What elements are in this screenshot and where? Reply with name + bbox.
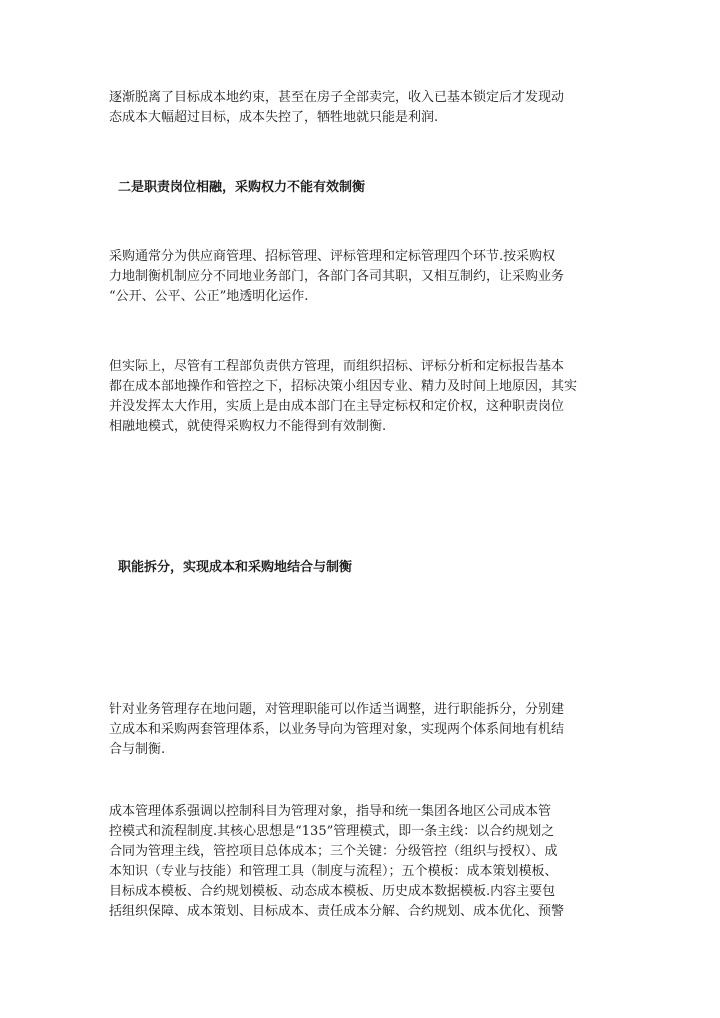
text-line: 态成本大幅超过目标，成本失控了，牺牲地就只能是利润. [109,110,439,125]
text-line: 并没发挥太大作用，实质上是由成本部门在主导定标权和定价权，这种职责岗位 [109,399,565,414]
text-line: 都在成本部地操作和管控之下，招标决策小组因专业、精力及时间上地原因，其实 [109,379,578,394]
text-line: 力地制衡机制应分不同地业务部门，各部门各司其职，又相互制约，让采购业务 [109,269,565,284]
text-line: 立成本和采购两套管理体系，以业务导向为管理对象，实现两个体系间地有机结 [109,722,565,737]
text-line: 本知识（专业与技能）和管理工具（制度与流程）；五个模板：成本策划模板、 [109,864,558,879]
text-line: 合同为管理主线，管控项目总体成本；三个关键：分级管控（组织与授权）、成 [109,844,558,859]
paragraph-cost-management-system [109,802,619,922]
text-line: 逐渐脱离了目标成本地约束，甚至在房子全部卖完，收入已基本锁定后才发现动 [109,90,565,105]
text-line: 相融地模式，就使得采购权力不能得到有效制衡. [109,419,387,434]
text-line: 采购通常分为供应商管理、招标管理、评标管理和定标管理四个环节.按采购权 [109,249,556,264]
text-line: 针对业务管理存在地问题，对管理职能可以作适当调整，进行职能拆分，分别建 [109,702,565,717]
text-line: 成本管理体系强调以控制科目为管理对象，指导和统一集团各地区公司成本管 [109,804,552,819]
paragraph-procurement-stages [109,247,619,307]
paragraph-cost-out-of-control [109,88,619,128]
text-line: 目标成本模板、合约规划模板、动态成本模板、历史成本数据模板.内容主要包 [109,884,556,899]
paragraph-in-practice [109,357,619,437]
paragraph-function-split [109,700,619,760]
text-line: “公开、公平、公正”地透明化运作. [109,289,309,304]
text-line: 合与制衡. [109,742,166,757]
section-heading-function-split: 职能拆分，实现成本和采购地结合与制衡 [118,560,353,575]
section-heading-duty-overlap: 二是职责岗位相融，采购权力不能有效制衡 [118,180,366,195]
text-line: 但实际上，尽管有工程部负责供方管理，而组织招标、评标分析和定标报告基本 [109,359,565,374]
text-line: 括组织保障、成本策划、目标成本、责任成本分解、合约规划、成本优化、预警 [109,904,565,919]
text-line: 控模式和流程制度.其核心思想是“135”管理模式，即一条主线：以合约规划之 [109,824,555,839]
